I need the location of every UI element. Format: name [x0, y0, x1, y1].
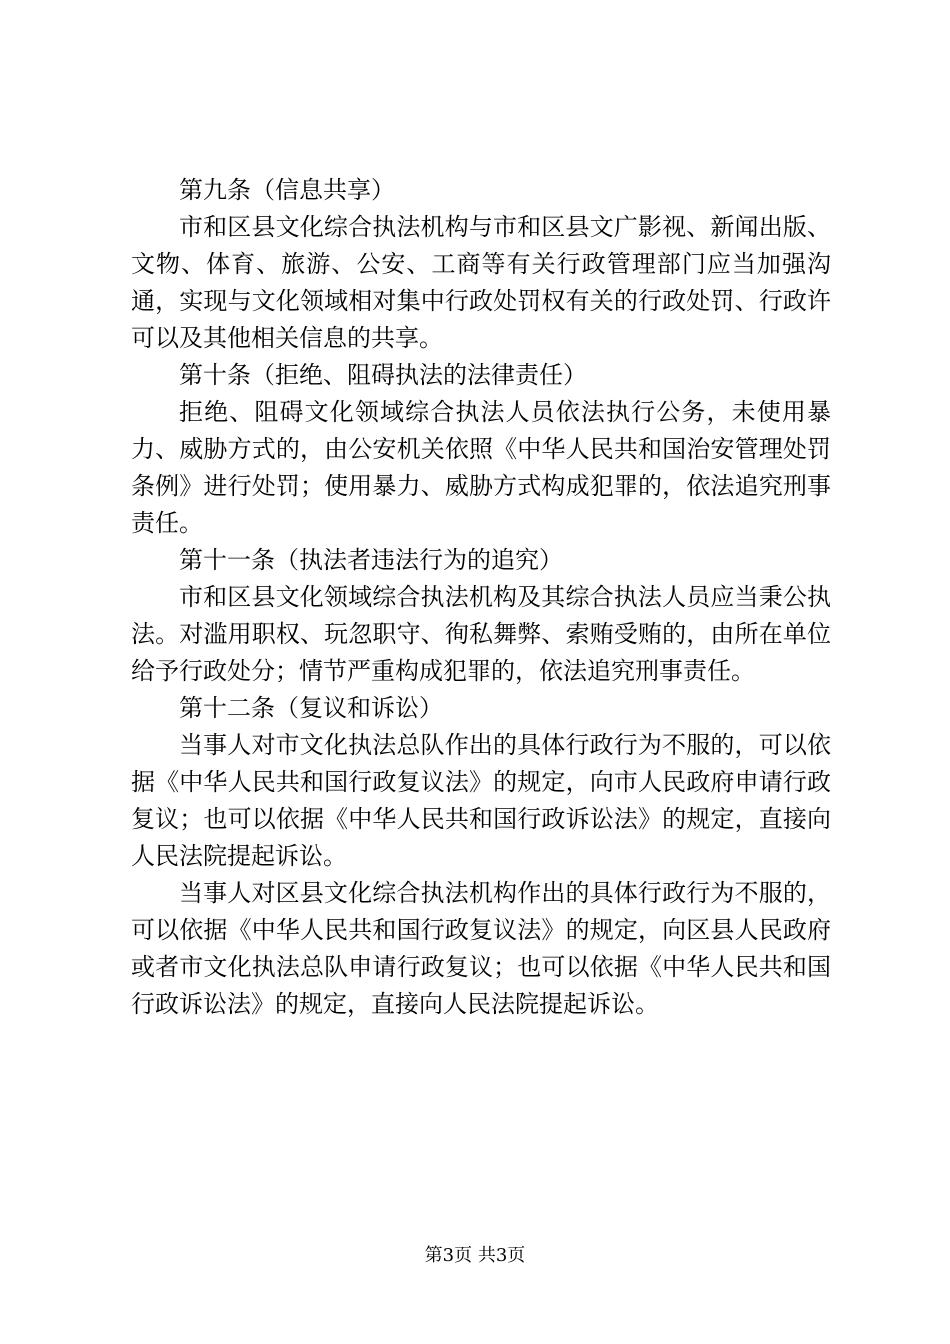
article-12-paragraph-1: 当事人对市文化执法总队作出的具体行政行为不服的，可以依据《中华人民共和国行政复议法》的规定，向市人民政府申请行政复议；也可以依据《中华人民共和国行政诉讼法》的规定，直接向人民法院提起诉讼。 [131, 731, 831, 870]
article-10-heading: 第十条（拒绝、阻碍执法的法律责任） [179, 361, 587, 389]
document-body [131, 172, 831, 1023]
article-12-heading: 第十二条（复议和诉讼） [179, 694, 443, 722]
page-number: 第3页 共3页 [424, 1245, 526, 1266]
article-11-paragraph: 市和区县文化领域综合执法机构及其综合执法人员应当秉公执法。对滥用职权、玩忽职守、徇私舞弊、索贿受贿的，由所在单位给予行政处分；情节严重构成犯罪的，依法追究刑事责任。 [131, 583, 831, 685]
article-12-paragraph-2: 当事人对区县文化综合执法机构作出的具体行政行为不服的，可以依据《中华人民共和国行政复议法》的规定，向区县人民政府或者市文化执法总队申请行政复议；也可以依据《中华人民共和国行政诉讼法》的规定，直接向人民法院提起诉讼。 [131, 879, 831, 1018]
page-footer [0, 1244, 950, 1268]
article-9-heading: 第九条（信息共享） [179, 176, 395, 204]
article-11-heading: 第十一条（执法者违法行为的追究） [179, 546, 563, 574]
article-9-paragraph: 市和区县文化综合执法机构与市和区县文广影视、新闻出版、文物、体育、旅游、公安、工商等有关行政管理部门应当加强沟通，实现与文化领域相对集中行政处罚权有关的行政处罚、行政许可以及其他相关信息的共享。 [131, 213, 831, 352]
article-10-paragraph: 拒绝、阻碍文化领域综合执法人员依法执行公务，未使用暴力、威胁方式的，由公安机关依照《中华人民共和国治安管理处罚条例》进行处罚；使用暴力、威胁方式构成犯罪的，依法追究刑事责任。 [131, 398, 831, 537]
